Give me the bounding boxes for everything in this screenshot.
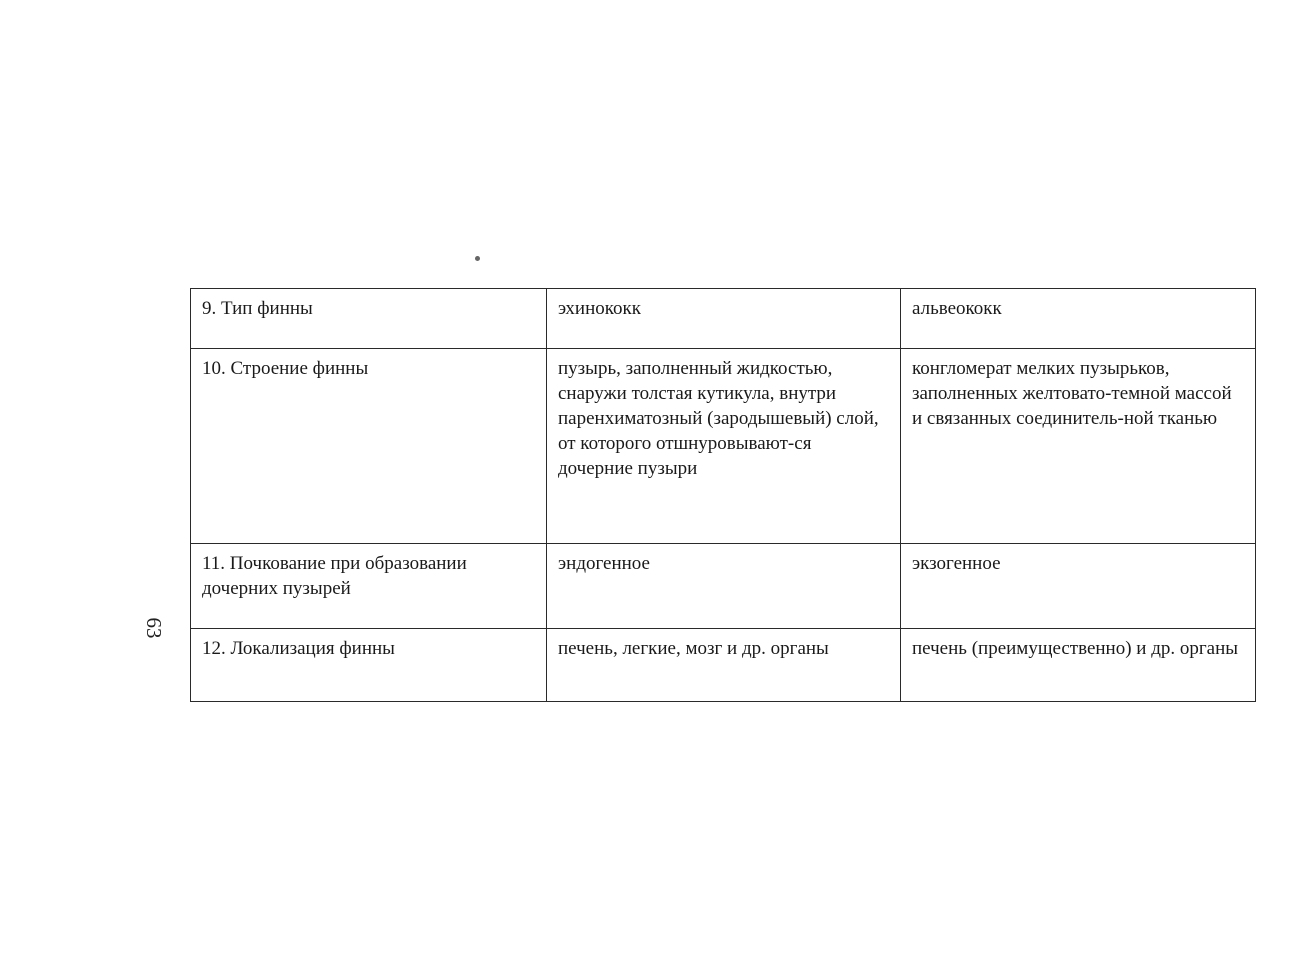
row-label-cell: 10. Строение финны: [191, 349, 547, 544]
echinococcus-cell: пузырь, заполненный жидкостью, снаружи толстая кутикула, внутри паренхиматозный (зародышевый) слой, от которого отшнуровывают-ся дочерние пузыри: [547, 349, 901, 544]
alveococcus-cell: конгломерат мелких пузырьков, заполненных желтовато-темной массой и связанных соединитель-ной тканью: [901, 349, 1256, 544]
echinococcus-cell: эндогенное: [547, 544, 901, 629]
alveococcus-cell: альвеококк: [901, 289, 1256, 349]
page-number: 63: [142, 617, 166, 639]
row-label-cell: 12. Локализация финны: [191, 629, 547, 702]
table-row: [191, 544, 1256, 629]
echinococcus-cell: эхинококк: [547, 289, 901, 349]
table-row: [191, 629, 1256, 702]
scan-speck: [475, 256, 480, 261]
echinococcus-cell: печень, легкие, мозг и др. органы: [547, 629, 901, 702]
table-row: [191, 289, 1256, 349]
alveococcus-cell: печень (преимущественно) и др. органы: [901, 629, 1256, 702]
alveococcus-cell: экзогенное: [901, 544, 1256, 629]
table-row: [191, 349, 1256, 544]
row-label-cell: 11. Почкование при образовании дочерних пузырей: [191, 544, 547, 629]
row-label-cell: 9. Тип финны: [191, 289, 547, 349]
comparison-table: [190, 288, 1256, 702]
